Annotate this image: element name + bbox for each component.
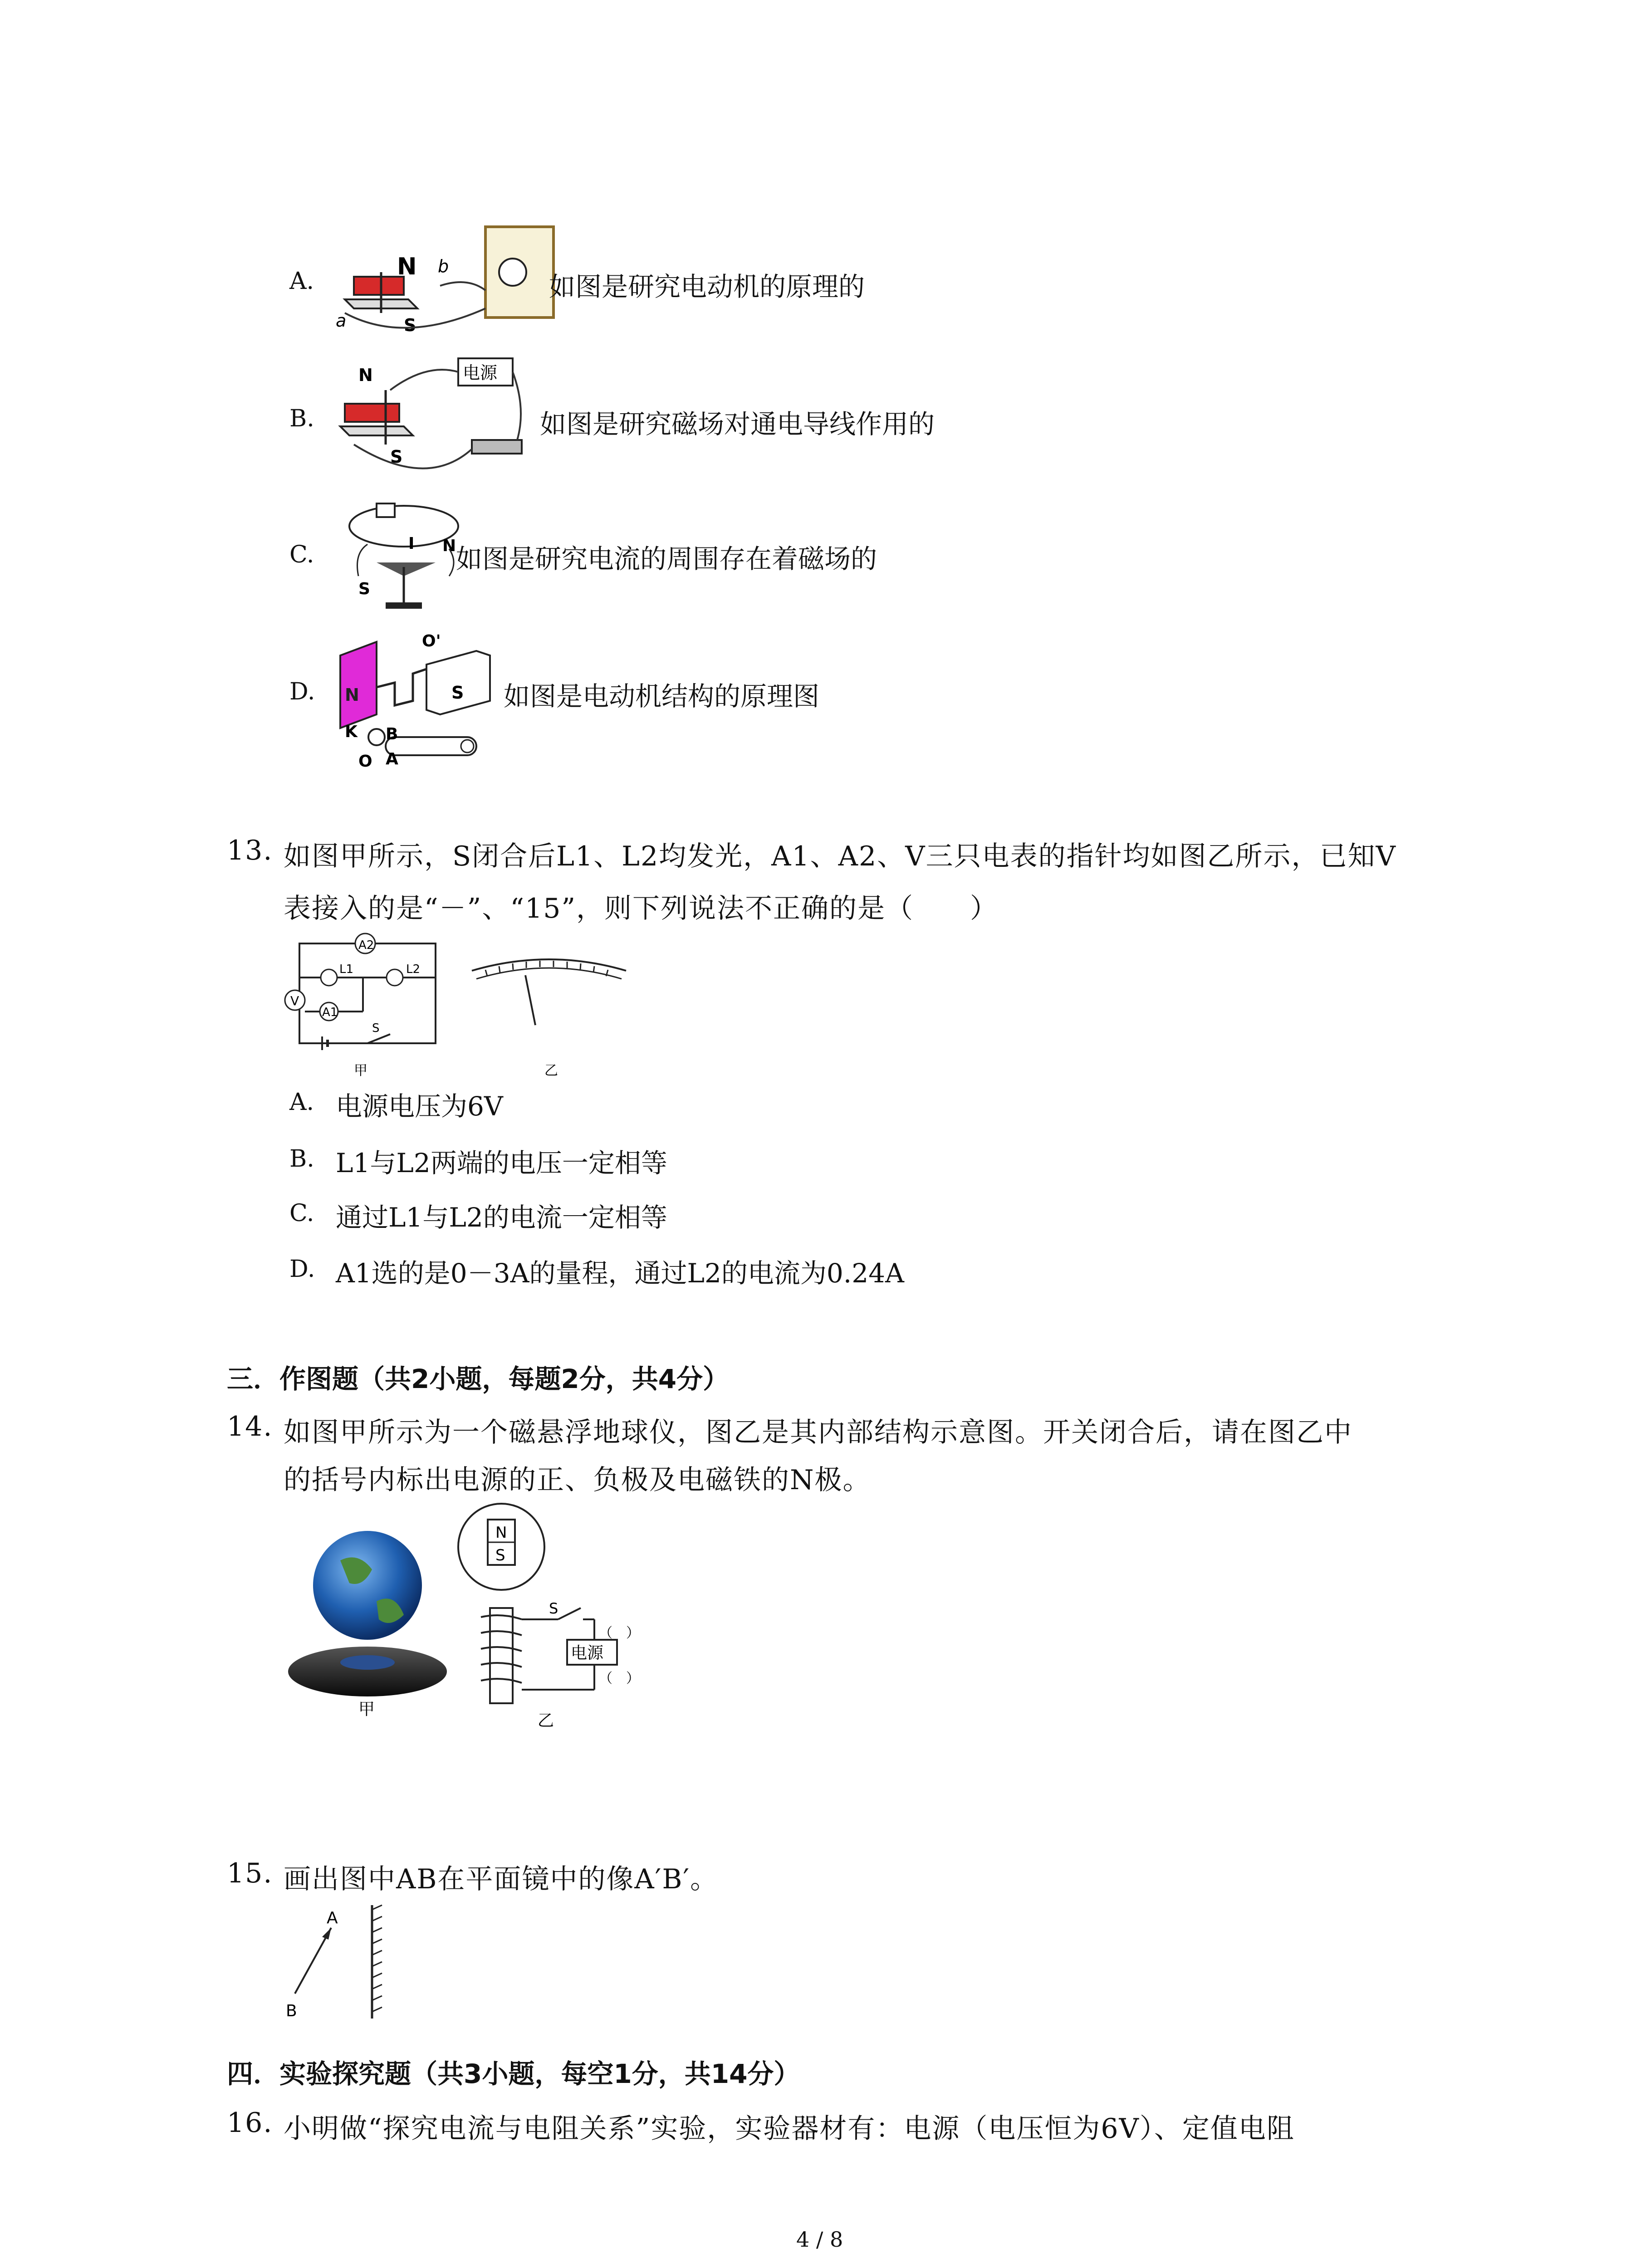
- q14-number: 14.: [227, 1411, 273, 1442]
- fig-a-b: b: [438, 256, 449, 276]
- fig-d-oprime: O': [422, 632, 441, 650]
- meter-dial: [472, 959, 626, 971]
- magnet: [354, 277, 404, 295]
- q12-figure-a: [336, 222, 563, 340]
- globe-icon: [313, 1531, 422, 1640]
- lamp-icon: [461, 740, 474, 753]
- q12-option-b-letter: B.: [289, 405, 314, 432]
- q12-option-a-letter: A.: [289, 268, 314, 295]
- wire-loop: [349, 506, 458, 547]
- fig13-s: S: [372, 1022, 380, 1035]
- q15-number: 15.: [227, 1857, 273, 1889]
- fig14-bracket1: （ ）: [599, 1625, 640, 1641]
- q13-option-d-letter: D.: [289, 1256, 315, 1283]
- fig-c-n: N: [442, 537, 456, 555]
- fig13-v: V: [290, 993, 299, 1008]
- fig-b-source: 电源: [463, 363, 498, 383]
- fig14-switch: S: [549, 1600, 558, 1617]
- fig-d-n: N: [345, 685, 359, 705]
- coil: [377, 669, 426, 705]
- q15-figure: [281, 1905, 399, 2023]
- fig13-jia: 甲: [354, 1063, 367, 1079]
- fig13-yi: 乙: [544, 1063, 558, 1079]
- q12-figure-b: [336, 354, 544, 481]
- q13-stem-line2: 表接入的是“－”、“15”，则下列说法不正确的是（ ）: [284, 893, 999, 924]
- maglev-base: [288, 1647, 447, 1696]
- fig15-a: A: [327, 1909, 338, 1927]
- fig-d-s: S: [451, 683, 464, 703]
- q14-figure-jia: [281, 1524, 454, 1719]
- fig14-jia: 甲: [358, 1700, 375, 1719]
- electromagnet-core: [490, 1608, 513, 1703]
- fig-a-a: a: [336, 311, 347, 331]
- q14-figure-yi: [454, 1504, 662, 1730]
- q13-option-b-letter: B.: [289, 1145, 314, 1173]
- q16-number: 16.: [227, 2107, 273, 2139]
- q12-figure-c: [345, 499, 472, 617]
- meter-pointer: [525, 975, 535, 1025]
- q12-figure-d: [331, 624, 513, 769]
- q13-option-d-text: A1选的是0－3A的量程，通过L2的电流为0.24A: [336, 1258, 904, 1289]
- q13-option-c-letter: C.: [289, 1200, 314, 1227]
- switch-icon: [472, 440, 522, 454]
- fig13-l2: L2: [406, 963, 421, 976]
- q12-option-a-text: 如图是研究电动机的原理的: [549, 271, 865, 302]
- fig14-bracket2: （ ）: [599, 1671, 640, 1686]
- fig13-l1: L1: [339, 963, 354, 976]
- fig15-b: B: [286, 2002, 297, 2020]
- fig-a-s: S: [404, 315, 416, 335]
- fig-b-n: N: [358, 365, 373, 385]
- lamp-l1-icon: [321, 969, 337, 986]
- fig13-a1: A1: [322, 1006, 338, 1019]
- q13-option-a-letter: A.: [289, 1089, 314, 1116]
- q12-option-c-text: 如图是研究电流的周围存在着磁场的: [456, 543, 877, 574]
- q13-stem-line1: 如图甲所示，S闭合后L1、L2均发光，A1、A2、V三只电表的指针均如图乙所示，已知V: [284, 841, 1396, 872]
- fig-d-k: K: [345, 723, 358, 741]
- section-3-heading: 三．作图题（共2小题，每题2分，共4分）: [227, 1364, 730, 1394]
- compass-needle-icon: [377, 562, 436, 576]
- fig-d-o: O: [358, 752, 372, 771]
- q12-option-c-letter: C.: [289, 541, 314, 568]
- q14-stem-line2: 的括号内标出电源的正、负极及电磁铁的N极。: [284, 1464, 871, 1496]
- section-4-heading: 四．实验探究题（共3小题，每空1分，共14分）: [227, 2058, 800, 2089]
- fig-b-s: S: [390, 447, 403, 467]
- fig-a-n: N: [397, 253, 417, 280]
- q16-stem: 小明做“探究电流与电阻关系”实验，实验器材有：电源（电压恒为6V）、定值电阻: [284, 2113, 1295, 2145]
- q13-number: 13.: [227, 835, 273, 866]
- fig-c-s: S: [358, 580, 370, 598]
- q13-option-a-text: 电源电压为6V: [336, 1091, 503, 1122]
- switch-icon: [558, 1608, 581, 1619]
- q15-stem: 画出图中AB在平面镜中的像A′B′。: [284, 1863, 719, 1895]
- fig14-yi: 乙: [538, 1711, 554, 1730]
- q12-option-d-text: 如图是电动机结构的原理图: [504, 681, 820, 712]
- switch-icon: [367, 1034, 390, 1043]
- page-number: 4 / 8: [796, 2227, 843, 2252]
- q13-figure-jia: [281, 925, 445, 1080]
- fig14-n: N: [495, 1524, 507, 1542]
- q13-option-c-text: 通过L1与L2的电流一定相等: [336, 1202, 667, 1233]
- fig13-a2: A2: [358, 938, 374, 952]
- q14-stem-line1: 如图甲所示为一个磁悬浮地球仪，图乙是其内部结构示意图。开关闭合后，请在图乙中: [284, 1417, 1352, 1448]
- fig-d-b: B: [386, 725, 398, 743]
- fig14-source: 电源: [571, 1644, 604, 1662]
- q13-option-b-text: L1与L2两端的电压一定相等: [336, 1148, 667, 1178]
- lamp-l2-icon: [387, 969, 403, 986]
- q13-figure-yi: [467, 953, 631, 1080]
- fig-c-i: I: [408, 534, 415, 553]
- q12-option-d-letter: D.: [289, 678, 315, 705]
- fig-d-a: A: [386, 750, 398, 768]
- q12-option-b-text: 如图是研究磁场对通电导线作用的: [540, 409, 935, 440]
- fig14-s: S: [495, 1546, 505, 1564]
